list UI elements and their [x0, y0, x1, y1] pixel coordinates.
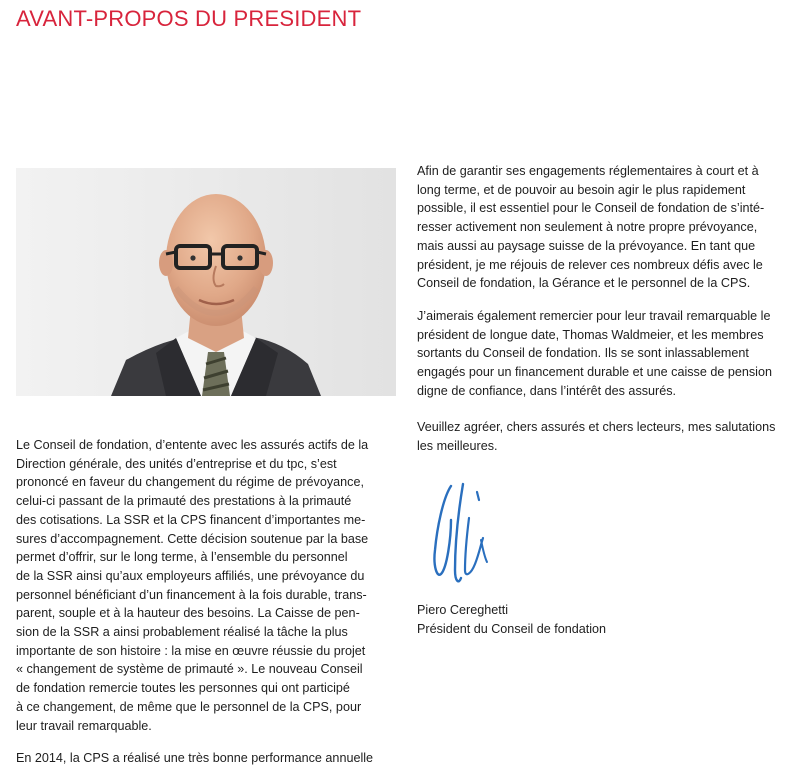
text-line: président de longue date, Thomas Waldmeier, et les membres: [417, 327, 764, 342]
signatory-role: Président du Conseil de fondation: [417, 621, 607, 636]
text-line: sion de la SSR a ainsi probablement réalisé la tâche la plus: [16, 625, 348, 640]
text-line: Afin de garantir ses engagements réglementaires à court et à: [417, 164, 759, 178]
text-line: parent, souple et à la hauteur des besoins. La Caisse de pen-: [16, 606, 360, 621]
text-line: leur travail remarquable.: [16, 718, 152, 733]
text-line: à ce changement, de même que le personnel de la CPS, pour: [16, 699, 362, 714]
right-paragraph-3: [417, 418, 775, 455]
text-line: Direction générale, des unités d’entreprise et du tpc, s’est: [16, 456, 337, 471]
text-line: resser activement non seulement à notre propre prévoyance,: [417, 220, 758, 235]
text-line: personnel bénéficiant d’un financement à la fois durable, trans-: [16, 587, 367, 602]
text-line: prononcé en faveur du changement du régime de prévoyance,: [16, 475, 364, 490]
text-line: possible, il est essentiel pour le Conseil de fondation de s’inté-: [417, 201, 765, 216]
signatory-block: [417, 601, 606, 638]
text-line: des cotisations. La SSR et la CPS financent d’importantes me-: [16, 512, 366, 527]
signature-image: [425, 478, 495, 590]
left-paragraph-2: [16, 749, 373, 768]
text-line: les meilleures.: [417, 438, 498, 453]
text-line: président, je me réjouis de relever ces nombreux défis avec le: [417, 257, 763, 272]
left-paragraph-1: [16, 436, 368, 735]
text-line: permet d’offrir, sur le long terme, à l’ensemble du personnel: [16, 550, 348, 565]
text-line: « changement de système de primauté ». Le nouveau Conseil: [16, 662, 363, 677]
page-title: AVANT-PROPOS DU PRESIDENT: [16, 6, 362, 31]
text-line: importante de son histoire : la mise en œuvre réussie du projet: [16, 643, 366, 658]
text-line: Conseil de fondation, la Gérance et le personnel de la CPS.: [417, 276, 751, 291]
text-line: long terme, et de pouvoir au besoin agir le plus rapidement: [417, 182, 746, 197]
text-line: de la SSR ainsi qu’aux employeurs affiliés, une prévoyance du: [16, 568, 365, 583]
right-paragraph-1: [417, 162, 764, 293]
text-line: sortants du Conseil de fondation. Ils se sont inlassablement: [417, 346, 749, 361]
text-line: engagés pour un financement durable et une caisse de pension: [417, 365, 772, 380]
text-line: J’aimerais également remercier pour leur travail remarquable le: [417, 309, 771, 323]
text-line: Le Conseil de fondation, d’entente avec les assurés actifs de la: [16, 438, 369, 452]
text-line: mais aussi au paysage suisse de la prévoyance. En tant que: [417, 238, 756, 253]
text-line: sures d’accompagnement. Cette décision soutenue par la base: [16, 531, 369, 546]
signatory-name: Piero Cereghetti: [417, 603, 509, 617]
text-line: Veuillez agréer, chers assurés et chers lecteurs, mes salutations: [417, 420, 776, 434]
president-portrait-photo: [16, 168, 396, 396]
text-line: de fondation remercie toutes les personnes qui ont participé: [16, 681, 350, 696]
text-line: celui-ci passant de la primauté des prestations à la primauté: [16, 494, 352, 509]
right-paragraph-2: [417, 307, 772, 401]
text-line: En 2014, la CPS a réalisé une très bonne performance annuelle: [16, 751, 374, 765]
text-line: digne de confiance, dans l’intérêt des assurés.: [417, 383, 677, 398]
